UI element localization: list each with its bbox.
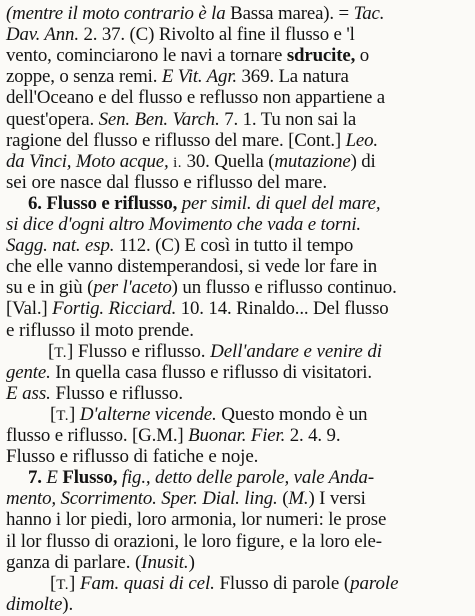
text-run: Buonar. Fier. <box>188 425 286 446</box>
text-run: 369. La natura <box>236 66 349 88</box>
text-run: [ <box>48 340 55 362</box>
text-run: D'alterne vicende. <box>79 403 217 425</box>
text-run: [ <box>50 403 57 425</box>
text-run: 30. Quella ( <box>182 150 275 172</box>
text-line <box>6 298 469 319</box>
entry-heading-line <box>28 193 469 214</box>
text-run: Fam. quasi di cel. <box>79 572 215 594</box>
text-line <box>48 341 382 362</box>
text-run: su e in giù ( <box>6 277 94 299</box>
text-run: E ass. <box>6 382 51 404</box>
text-run: ) <box>188 551 195 573</box>
text-run: Leo. <box>345 129 379 151</box>
text-run: ganza di parlare. ( <box>6 551 142 573</box>
text-line <box>6 109 469 130</box>
text-line <box>6 594 73 615</box>
text-line <box>50 404 470 425</box>
text-run: parole <box>350 572 399 594</box>
text-run: ragione del flusso e riflusso del mare. [Cont.] <box>6 129 346 151</box>
text-run: T. <box>54 344 68 361</box>
text-run: i. <box>173 154 183 171</box>
text-run: Bassa marea). = <box>230 3 354 24</box>
text-run: ) un flusso e riflusso continuo. <box>171 277 397 299</box>
text-run: hanno i lor piedi, loro armonia, lor numeri: le prose <box>6 509 387 531</box>
text-line <box>6 45 469 66</box>
text-line <box>6 256 469 277</box>
text-line <box>6 531 469 552</box>
text-run: mutazione <box>274 150 351 172</box>
text-run: gente. <box>6 361 51 383</box>
text-run: Sen. Ben. Varch. <box>98 108 220 130</box>
text-run: 112. (C) E così in tutto il tempo <box>114 235 354 257</box>
text-run: Questo mondo è un <box>216 403 368 425</box>
text-line <box>6 320 194 341</box>
text-line <box>6 425 469 446</box>
text-run: Flusso, <box>62 467 118 489</box>
text-run: ] Flusso e riflusso. <box>67 340 211 362</box>
text-run: dell'Oceano e del flusso e reflusso non appartiene a <box>6 87 386 109</box>
text-line <box>6 172 327 193</box>
text-run: Flusso e riflusso di fatiche e noje. <box>6 446 259 468</box>
text-run: ) I versi <box>308 488 366 510</box>
text-run: ) di <box>350 150 376 172</box>
text-run: ). <box>62 593 74 615</box>
text-run: ] <box>69 572 80 594</box>
text-run: Flusso di parole ( <box>214 572 351 594</box>
text-line <box>6 509 469 530</box>
text-run: E Vit. Agr. <box>161 66 237 88</box>
text-run: Dav. Ann. <box>6 24 79 46</box>
text-run: Flusso e riflusso, <box>46 192 178 214</box>
text-run: 6. <box>28 192 47 214</box>
text-run: M. <box>288 488 309 510</box>
text-run: sdrucite, <box>286 45 356 67</box>
text-run: [ <box>50 572 57 594</box>
text-run: che elle vanno distemperandosi, si vede lor fare in <box>6 256 378 278</box>
text-line <box>6 87 469 108</box>
text-run: quest'opera. <box>6 108 99 130</box>
text-run: e riflusso il moto prende. <box>6 319 194 341</box>
text-line <box>6 151 469 172</box>
text-line <box>6 214 469 235</box>
text-run: 2. 4. 9. <box>285 425 341 446</box>
text-run: mento, Scorrimento. Sper. Dial. ling. <box>6 488 278 510</box>
text-run: ( <box>277 488 289 510</box>
text-run: per simil. di quel del mare, <box>177 192 381 214</box>
text-line <box>6 277 469 298</box>
text-line <box>6 383 183 404</box>
text-run: per l'aceto <box>93 277 172 299</box>
text-run: o <box>355 45 370 67</box>
text-run: dimolte <box>6 593 63 615</box>
text-run: Tac. <box>353 3 385 24</box>
text-run: Sagg. nat. esp. <box>6 235 115 257</box>
text-line <box>6 130 469 151</box>
text-run: In quella casa flusso e riflusso di visitatori. <box>50 361 372 383</box>
text-run: E <box>46 467 63 489</box>
text-run: Dell'andare e venire di <box>210 340 382 362</box>
text-line <box>6 362 469 383</box>
text-run: 2. 37. (C) Rivolto al fine il flusso e 'l <box>78 24 355 46</box>
text-run: T. <box>56 576 70 593</box>
entry-heading-line <box>28 467 469 488</box>
text-run: Flusso e riflusso. <box>50 382 183 404</box>
text-line <box>50 573 398 594</box>
text-run: fig., detto delle parole, vale Anda- <box>117 467 374 489</box>
text-line <box>6 235 469 256</box>
text-line <box>6 3 469 24</box>
text-run: T. <box>56 407 70 424</box>
text-run: [Val.] <box>6 298 53 320</box>
text-line <box>6 66 469 87</box>
text-run: 7. <box>28 467 47 489</box>
text-line <box>6 488 469 509</box>
text-run: 7. 1. Tu non sai la <box>219 108 357 130</box>
text-run: da Vinci, Moto acque, <box>6 150 169 172</box>
text-run: zoppe, o senza remi. <box>6 66 162 88</box>
text-run: il lor flusso di orazioni, le loro figure, e la loro ele- <box>6 530 382 552</box>
text-run: si dice d'ogni altro Movimento che vada e torni. <box>6 214 361 235</box>
text-run: flusso e riflusso. [G.M.] <box>6 425 189 446</box>
text-line <box>6 552 195 573</box>
text-line <box>6 24 469 45</box>
text-run: Fortig. Ricciard. <box>52 298 177 320</box>
text-run: vento, cominciarono le navi a tornare <box>6 45 287 67</box>
text-run: 10. 14. Rinaldo... Del flusso <box>176 298 389 320</box>
text-run: sei ore nasce dal flusso e riflusso del mare. <box>6 171 328 193</box>
text-run: ] <box>69 403 80 425</box>
text-line <box>6 446 258 467</box>
text-run: Inusit. <box>141 551 189 573</box>
text-run: (mentre il moto contrario è la <box>6 3 231 24</box>
